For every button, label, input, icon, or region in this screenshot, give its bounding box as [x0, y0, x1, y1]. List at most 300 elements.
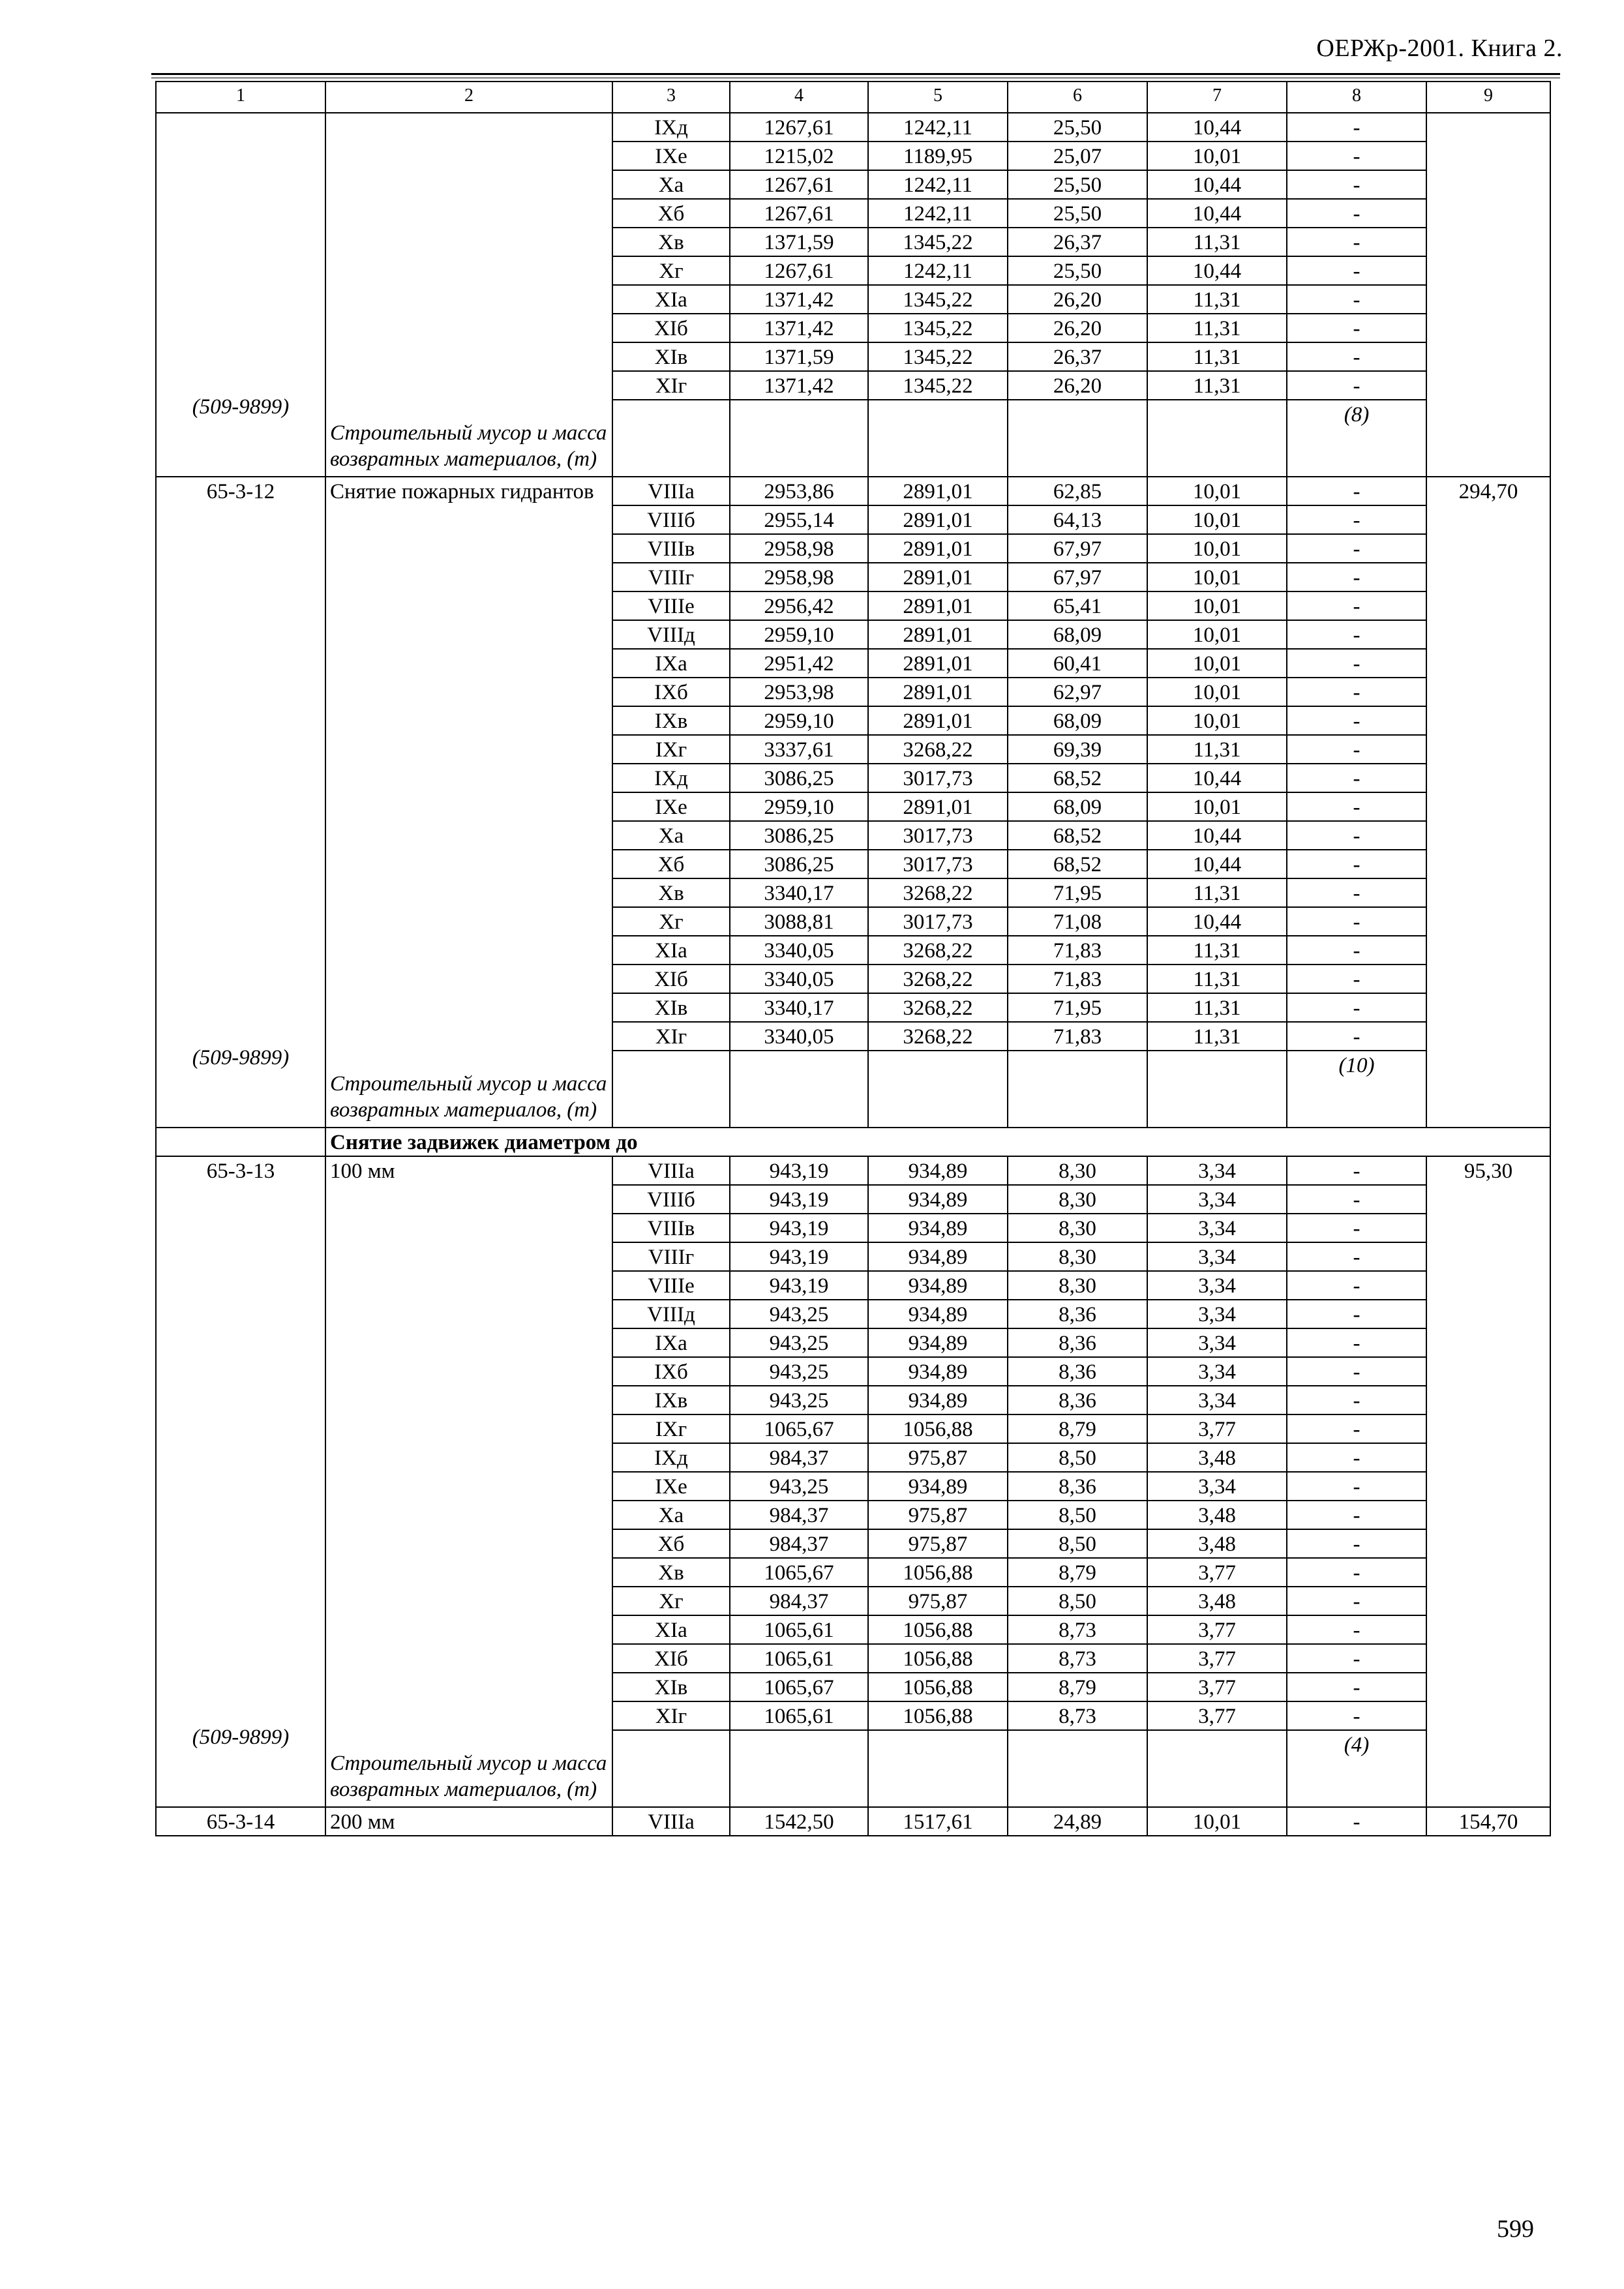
cell-c6: 26,20 — [1008, 285, 1147, 314]
cell-zone: XIв — [612, 342, 730, 371]
cell-zone: XIб — [612, 965, 730, 993]
table-row — [156, 477, 1550, 505]
cell-zone: VIIIб — [612, 1185, 730, 1214]
rate-code: 65-3-12 — [206, 480, 275, 503]
cell-c8: - — [1287, 1156, 1426, 1185]
cell-zone: Xг — [612, 1587, 730, 1615]
cell-zone: XIг — [612, 1701, 730, 1730]
cell-c8: - — [1287, 1615, 1426, 1644]
cell-zone: IXд — [612, 113, 730, 142]
cell-c7: 3,34 — [1147, 1472, 1287, 1501]
cell-c4: 943,25 — [730, 1386, 868, 1414]
cell-c4: 1065,67 — [730, 1558, 868, 1587]
cell-c7: 11,31 — [1147, 314, 1287, 342]
cell-c5: 934,89 — [868, 1156, 1008, 1185]
cell-c4: 1371,59 — [730, 228, 868, 256]
cell-c5: 934,89 — [868, 1328, 1008, 1357]
cell-c7: 3,34 — [1147, 1386, 1287, 1414]
cell-c7: 10,01 — [1147, 649, 1287, 678]
cell-c8: - — [1287, 1529, 1426, 1558]
empty-cell — [868, 1051, 1008, 1128]
empty-cell — [868, 1730, 1008, 1807]
cell-c8: - — [1287, 678, 1426, 706]
cell-c5: 2891,01 — [868, 477, 1008, 505]
cell-zone: IXг — [612, 735, 730, 764]
cell-c7: 10,01 — [1147, 142, 1287, 170]
cell-c7: 10,44 — [1147, 821, 1287, 850]
cell-c7: 3,34 — [1147, 1300, 1287, 1328]
cell-c8: - — [1287, 256, 1426, 285]
cell-c7: 11,31 — [1147, 1022, 1287, 1051]
cell-c6: 62,97 — [1008, 678, 1147, 706]
cell-c4: 1065,67 — [730, 1673, 868, 1701]
cell-c6: 25,50 — [1008, 199, 1147, 228]
cell-c6: 8,79 — [1008, 1414, 1147, 1443]
column-header: 1 — [156, 82, 325, 113]
cell-c6: 8,73 — [1008, 1701, 1147, 1730]
cell-c5: 934,89 — [868, 1214, 1008, 1242]
name-cell — [325, 1807, 612, 1836]
cell-c5: 3017,73 — [868, 850, 1008, 878]
page-number: 599 — [1497, 2215, 1534, 2243]
cell-c6: 8,30 — [1008, 1242, 1147, 1271]
cell-c7: 10,01 — [1147, 534, 1287, 563]
cell-zone: Xг — [612, 907, 730, 936]
cell-c7: 3,77 — [1147, 1644, 1287, 1673]
cell-c5: 3268,22 — [868, 735, 1008, 764]
cell-c4: 1267,61 — [730, 199, 868, 228]
cell-zone: XIб — [612, 1644, 730, 1673]
empty-cell — [612, 1730, 730, 1807]
cell-c8: - — [1287, 1386, 1426, 1414]
cell-c4: 943,19 — [730, 1214, 868, 1242]
cell-zone: Xa — [612, 821, 730, 850]
cell-c5: 1056,88 — [868, 1673, 1008, 1701]
cell-c8: - — [1287, 1357, 1426, 1386]
section-title: Снятие задвижек диаметром до — [325, 1128, 1550, 1156]
cell-c6: 25,07 — [1008, 142, 1147, 170]
cell-zone: IXг — [612, 1414, 730, 1443]
code-cell — [156, 1156, 325, 1807]
cell-zone: VIIIг — [612, 1242, 730, 1271]
cell-c7: 11,31 — [1147, 735, 1287, 764]
cell-zone: IXa — [612, 1328, 730, 1357]
cell-c4: 984,37 — [730, 1587, 868, 1615]
cell-c6: 8,73 — [1008, 1615, 1147, 1644]
cell-zone: VIIIa — [612, 1156, 730, 1185]
rate-name: 200 мм — [330, 1810, 395, 1834]
cell-c7: 11,31 — [1147, 936, 1287, 965]
cell-c7: 10,01 — [1147, 591, 1287, 620]
cell-c4: 3340,17 — [730, 993, 868, 1022]
rates-table — [155, 81, 1551, 1836]
cell-c5: 1345,22 — [868, 314, 1008, 342]
cell-c5: 1056,88 — [868, 1644, 1008, 1673]
cell-c6: 26,20 — [1008, 371, 1147, 400]
cell-c5: 3268,22 — [868, 878, 1008, 907]
cell-c4: 1371,42 — [730, 285, 868, 314]
name-cell — [325, 113, 612, 477]
cell-c5: 2891,01 — [868, 792, 1008, 821]
cell-zone: Xa — [612, 1501, 730, 1529]
cell-c7: 3,34 — [1147, 1328, 1287, 1357]
cell-zone: VIIIe — [612, 591, 730, 620]
cell-c8: - — [1287, 1328, 1426, 1357]
cell-c5: 934,89 — [868, 1185, 1008, 1214]
cell-c6: 67,97 — [1008, 534, 1147, 563]
cell-c8: - — [1287, 1673, 1426, 1701]
cell-c4: 2953,98 — [730, 678, 868, 706]
cell-c5: 1056,88 — [868, 1615, 1008, 1644]
cell-zone: IXe — [612, 1472, 730, 1501]
total-cell — [1426, 1156, 1550, 1807]
cell-c5: 2891,01 — [868, 505, 1008, 534]
empty-cell — [1008, 400, 1147, 477]
empty-cell — [1008, 1051, 1147, 1128]
cell-zone: IXд — [612, 764, 730, 792]
table-row — [156, 113, 1550, 142]
cell-c6: 71,83 — [1008, 1022, 1147, 1051]
cell-c5: 1242,11 — [868, 199, 1008, 228]
cell-zone: VIIIб — [612, 505, 730, 534]
cell-zone: IXв — [612, 706, 730, 735]
cell-c7: 11,31 — [1147, 285, 1287, 314]
cell-c8: - — [1287, 477, 1426, 505]
cell-c4: 1215,02 — [730, 142, 868, 170]
cell-c6: 26,37 — [1008, 228, 1147, 256]
cell-c6: 8,36 — [1008, 1472, 1147, 1501]
cell-c6: 68,52 — [1008, 764, 1147, 792]
debris-value-cell — [1287, 1051, 1426, 1128]
cell-c6: 8,30 — [1008, 1156, 1147, 1185]
cell-c4: 1371,42 — [730, 314, 868, 342]
cell-c6: 8,50 — [1008, 1587, 1147, 1615]
cell-c4: 1065,61 — [730, 1615, 868, 1644]
empty-cell — [612, 400, 730, 477]
cell-c6: 68,52 — [1008, 821, 1147, 850]
cell-c5: 2891,01 — [868, 591, 1008, 620]
cell-c4: 943,19 — [730, 1185, 868, 1214]
cell-zone: Xв — [612, 1558, 730, 1587]
total-value: 95,30 — [1464, 1159, 1513, 1183]
cell-c8: - — [1287, 1587, 1426, 1615]
cell-c4: 3340,05 — [730, 1022, 868, 1051]
cell-c5: 2891,01 — [868, 649, 1008, 678]
cell-c7: 3,77 — [1147, 1414, 1287, 1443]
cell-c6: 8,30 — [1008, 1214, 1147, 1242]
cell-c4: 2959,10 — [730, 792, 868, 821]
cell-c6: 26,37 — [1008, 342, 1147, 371]
cell-zone: Xв — [612, 228, 730, 256]
cell-c8: - — [1287, 314, 1426, 342]
cell-zone: VIIIд — [612, 1300, 730, 1328]
cell-c4: 943,25 — [730, 1300, 868, 1328]
cell-c5: 1345,22 — [868, 228, 1008, 256]
total-value: 154,70 — [1458, 1810, 1518, 1834]
cell-c7: 10,44 — [1147, 850, 1287, 878]
cell-c5: 1517,61 — [868, 1807, 1008, 1836]
cell-c4: 2955,14 — [730, 505, 868, 534]
cell-zone: IXд — [612, 1443, 730, 1472]
cell-c6: 71,83 — [1008, 965, 1147, 993]
name-cell — [325, 1156, 612, 1807]
cell-c5: 3017,73 — [868, 821, 1008, 850]
cell-c7: 3,34 — [1147, 1185, 1287, 1214]
cell-c4: 3340,05 — [730, 965, 868, 993]
page-header: ОЕРЖр-2001. Книга 2. — [1316, 35, 1563, 62]
name-cell — [325, 477, 612, 1128]
cell-c6: 26,20 — [1008, 314, 1147, 342]
cell-c5: 2891,01 — [868, 620, 1008, 649]
cell-c5: 975,87 — [868, 1529, 1008, 1558]
cell-c5: 1345,22 — [868, 342, 1008, 371]
cell-c8: - — [1287, 1300, 1426, 1328]
cell-c4: 1065,67 — [730, 1414, 868, 1443]
cell-c7: 11,31 — [1147, 878, 1287, 907]
cell-c8: - — [1287, 965, 1426, 993]
cell-c5: 2891,01 — [868, 678, 1008, 706]
cell-zone: XIa — [612, 1615, 730, 1644]
cell-c8: - — [1287, 1214, 1426, 1242]
cell-c4: 1371,59 — [730, 342, 868, 371]
total-cell — [1426, 477, 1550, 1128]
cell-c4: 2951,42 — [730, 649, 868, 678]
cell-c7: 3,34 — [1147, 1214, 1287, 1242]
empty-cell — [730, 1730, 868, 1807]
cell-c7: 11,31 — [1147, 228, 1287, 256]
cell-c5: 3017,73 — [868, 764, 1008, 792]
cell-zone: XIг — [612, 371, 730, 400]
cell-zone: Xб — [612, 199, 730, 228]
cell-c7: 3,34 — [1147, 1156, 1287, 1185]
cell-c6: 65,41 — [1008, 591, 1147, 620]
cell-c6: 71,95 — [1008, 993, 1147, 1022]
cell-zone: IXe — [612, 142, 730, 170]
cell-c8: - — [1287, 199, 1426, 228]
cell-c7: 11,31 — [1147, 371, 1287, 400]
cell-c4: 2959,10 — [730, 706, 868, 735]
cell-zone: XIв — [612, 993, 730, 1022]
cell-c6: 25,50 — [1008, 256, 1147, 285]
cell-c5: 975,87 — [868, 1587, 1008, 1615]
cell-c4: 3340,05 — [730, 936, 868, 965]
table-row — [156, 1156, 1550, 1185]
cell-c6: 8,79 — [1008, 1673, 1147, 1701]
cell-c8: - — [1287, 1242, 1426, 1271]
cell-c5: 1056,88 — [868, 1414, 1008, 1443]
cell-c4: 943,25 — [730, 1328, 868, 1357]
cell-c6: 8,36 — [1008, 1357, 1147, 1386]
cell-c4: 2959,10 — [730, 620, 868, 649]
cell-zone: IXa — [612, 649, 730, 678]
cell-c8: - — [1287, 620, 1426, 649]
column-header: 9 — [1426, 82, 1550, 113]
cell-c6: 25,50 — [1008, 170, 1147, 199]
cell-c4: 1542,50 — [730, 1807, 868, 1836]
cell-c8: - — [1287, 936, 1426, 965]
cell-c4: 1267,61 — [730, 113, 868, 142]
cell-c5: 1242,11 — [868, 256, 1008, 285]
cell-c4: 984,37 — [730, 1501, 868, 1529]
cell-c7: 3,77 — [1147, 1673, 1287, 1701]
cell-c8: - — [1287, 563, 1426, 591]
rate-name: 100 мм — [330, 1159, 395, 1183]
cell-c5: 934,89 — [868, 1271, 1008, 1300]
cell-c8: - — [1287, 170, 1426, 199]
cell-c7: 3,48 — [1147, 1443, 1287, 1472]
cell-c8: - — [1287, 371, 1426, 400]
cell-c8: - — [1287, 764, 1426, 792]
cell-c5: 3017,73 — [868, 907, 1008, 936]
empty-cell — [1008, 1730, 1147, 1807]
column-header-row — [156, 82, 1550, 113]
cell-c4: 943,25 — [730, 1472, 868, 1501]
cell-c5: 934,89 — [868, 1242, 1008, 1271]
cell-c8: - — [1287, 228, 1426, 256]
debris-value: (8) — [1344, 403, 1370, 426]
cell-c4: 943,19 — [730, 1271, 868, 1300]
cell-c6: 8,73 — [1008, 1644, 1147, 1673]
cell-c5: 1242,11 — [868, 170, 1008, 199]
cell-c8: - — [1287, 1414, 1426, 1443]
cell-c6: 64,13 — [1008, 505, 1147, 534]
cell-c6: 24,89 — [1008, 1807, 1147, 1836]
cell-c6: 71,08 — [1008, 907, 1147, 936]
cell-c6: 68,52 — [1008, 850, 1147, 878]
cell-zone: XIб — [612, 314, 730, 342]
debris-description: Строительный мусор и масса возвратных материалов, (т) — [330, 1071, 607, 1122]
cell-c8: - — [1287, 821, 1426, 850]
empty-cell — [156, 1128, 325, 1156]
cell-c5: 934,89 — [868, 1300, 1008, 1328]
cell-c8: - — [1287, 1558, 1426, 1587]
cell-c7: 10,01 — [1147, 563, 1287, 591]
rate-name: Снятие пожарных гидрантов — [330, 480, 594, 503]
cell-c6: 71,83 — [1008, 936, 1147, 965]
cell-c6: 8,50 — [1008, 1501, 1147, 1529]
code-cell — [156, 477, 325, 1128]
cell-zone: XIa — [612, 285, 730, 314]
cell-c6: 8,36 — [1008, 1328, 1147, 1357]
cell-c8: - — [1287, 142, 1426, 170]
cell-c7: 10,01 — [1147, 792, 1287, 821]
cell-c6: 8,30 — [1008, 1271, 1147, 1300]
cell-c6: 60,41 — [1008, 649, 1147, 678]
cell-c8: - — [1287, 285, 1426, 314]
cell-zone: VIIIa — [612, 477, 730, 505]
cell-c8: - — [1287, 735, 1426, 764]
cell-c6: 71,95 — [1008, 878, 1147, 907]
column-header: 7 — [1147, 82, 1287, 113]
empty-cell — [730, 1051, 868, 1128]
cell-c4: 1065,61 — [730, 1644, 868, 1673]
cell-c8: - — [1287, 792, 1426, 821]
cell-c8: - — [1287, 706, 1426, 735]
cell-c6: 8,36 — [1008, 1300, 1147, 1328]
cell-c7: 10,44 — [1147, 764, 1287, 792]
cell-zone: IXб — [612, 678, 730, 706]
cell-c6: 8,50 — [1008, 1529, 1147, 1558]
cell-zone: Xб — [612, 850, 730, 878]
cell-zone: XIг — [612, 1022, 730, 1051]
cell-c6: 62,85 — [1008, 477, 1147, 505]
cell-c5: 1056,88 — [868, 1701, 1008, 1730]
cell-c5: 975,87 — [868, 1443, 1008, 1472]
cell-c4: 943,25 — [730, 1357, 868, 1386]
cell-zone: IXв — [612, 1386, 730, 1414]
cell-c7: 10,01 — [1147, 505, 1287, 534]
cell-c7: 10,44 — [1147, 907, 1287, 936]
cell-c6: 25,50 — [1008, 113, 1147, 142]
cell-c7: 10,44 — [1147, 113, 1287, 142]
cell-c7: 11,31 — [1147, 993, 1287, 1022]
cell-c5: 2891,01 — [868, 563, 1008, 591]
cell-c5: 3268,22 — [868, 993, 1008, 1022]
cell-c5: 1345,22 — [868, 371, 1008, 400]
cell-c7: 10,01 — [1147, 620, 1287, 649]
table-row — [156, 1807, 1550, 1836]
cell-c8: - — [1287, 649, 1426, 678]
code-cell — [156, 113, 325, 477]
debris-code: (509-9899) — [192, 1725, 290, 1749]
cell-c5: 2891,01 — [868, 534, 1008, 563]
cell-c7: 3,48 — [1147, 1587, 1287, 1615]
cell-c4: 2958,98 — [730, 534, 868, 563]
empty-cell — [612, 1051, 730, 1128]
cell-c5: 3268,22 — [868, 965, 1008, 993]
cell-c8: - — [1287, 1501, 1426, 1529]
cell-c5: 934,89 — [868, 1386, 1008, 1414]
cell-c5: 3268,22 — [868, 1022, 1008, 1051]
total-value: 294,70 — [1458, 480, 1518, 503]
cell-c8: - — [1287, 1443, 1426, 1472]
cell-c5: 934,89 — [868, 1472, 1008, 1501]
cell-c8: - — [1287, 1185, 1426, 1214]
cell-c6: 68,09 — [1008, 620, 1147, 649]
cell-c5: 1056,88 — [868, 1558, 1008, 1587]
column-header: 8 — [1287, 82, 1426, 113]
cell-c5: 1189,95 — [868, 142, 1008, 170]
debris-value: (10) — [1338, 1054, 1375, 1077]
cell-c5: 1345,22 — [868, 285, 1008, 314]
cell-zone: Xг — [612, 256, 730, 285]
cell-zone: IXб — [612, 1357, 730, 1386]
cell-c7: 10,01 — [1147, 706, 1287, 735]
empty-cell — [730, 400, 868, 477]
cell-c4: 1267,61 — [730, 256, 868, 285]
cell-c7: 3,34 — [1147, 1357, 1287, 1386]
cell-c7: 10,44 — [1147, 170, 1287, 199]
empty-cell — [1147, 400, 1287, 477]
column-header: 4 — [730, 82, 868, 113]
debris-value-cell — [1287, 1730, 1426, 1807]
cell-zone: VIIIд — [612, 620, 730, 649]
cell-c4: 2956,42 — [730, 591, 868, 620]
empty-cell — [868, 400, 1008, 477]
cell-c6: 67,97 — [1008, 563, 1147, 591]
cell-zone: XIa — [612, 936, 730, 965]
cell-c4: 3088,81 — [730, 907, 868, 936]
cell-c6: 69,39 — [1008, 735, 1147, 764]
header-rule — [151, 73, 1560, 75]
cell-c8: - — [1287, 505, 1426, 534]
cell-c7: 3,34 — [1147, 1271, 1287, 1300]
cell-c4: 943,19 — [730, 1242, 868, 1271]
cell-c7: 11,31 — [1147, 965, 1287, 993]
column-header: 6 — [1008, 82, 1147, 113]
cell-c4: 3340,17 — [730, 878, 868, 907]
section-row — [156, 1128, 1550, 1156]
